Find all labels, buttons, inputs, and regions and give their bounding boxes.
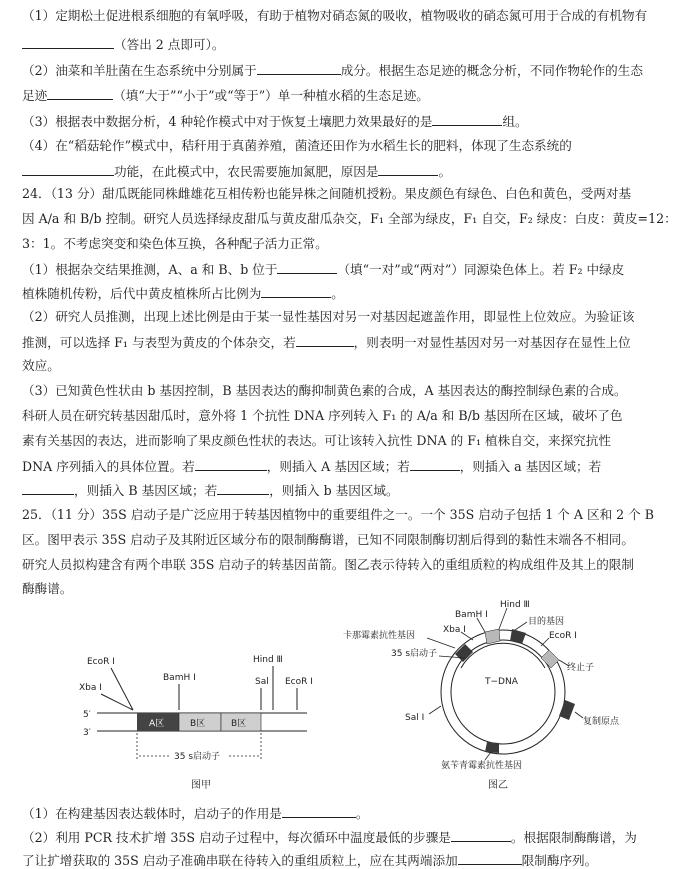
answer-blank[interactable] <box>451 829 511 842</box>
region-b1-label: B区 <box>190 719 206 729</box>
text: （填“一对”或“两对”）同源染色体上。若 F₂ 中绿皮 <box>337 262 625 277</box>
q24-3-line <box>22 383 678 399</box>
ori-pointer <box>575 712 583 718</box>
ori-block <box>559 700 575 720</box>
q24-3-line3 <box>22 433 678 449</box>
q24-3-line2 <box>22 408 678 424</box>
answer-blank[interactable] <box>217 482 269 495</box>
text: 因 A/a 和 B/b 控制。研究人员选择绿皮甜瓜与黄皮甜瓜杂交，F₁ 全部为绿皮，F₁ 自交，F₂ 绿皮：白皮：黄皮=12： <box>22 211 677 226</box>
text: 推测，可以选择 F₁ 与表型为黄皮的个体杂交，若 <box>22 335 296 350</box>
q23-4-line2 <box>22 163 678 180</box>
text: （2）油菜和羊肚菌在生态系统中分别属于 <box>22 63 257 78</box>
figure-b <box>343 600 620 791</box>
q25-stem4 <box>22 581 678 597</box>
answer-blank[interactable] <box>257 62 341 75</box>
text: 24．（13 分）甜瓜既能同株雌雄花互相传粉也能异株之间随机授粉。果皮颜色有绿色、白色和黄色，受两对基 <box>22 186 632 201</box>
q25-stem <box>22 507 678 523</box>
text: 成分。根据生态足迹的概念分析，不同作物轮作的生态 <box>340 63 643 78</box>
text: （2）利用 PCR 技术扩增 35S 启动子过程中，每次循环中温度最低的步骤是 <box>22 830 451 845</box>
text: （填“大于”“小于”或“等于”）单一种植水稻的生态足迹。 <box>113 88 429 103</box>
q23-3-line <box>22 113 678 130</box>
answer-blank[interactable] <box>195 458 267 471</box>
tdna-arc <box>461 643 545 668</box>
text: （4）在“稻菇轮作”模式中，秸秆用于真菌养殖，菌渣还田作为水稻生长的肥料，体现了生态系统的 <box>22 138 572 153</box>
text: 了让扩增获取的 35S 启动子准确串联在待转入的重组质粒上，应在其两端添加 <box>22 853 458 868</box>
label-sal1: Sal Ⅰ <box>255 677 275 687</box>
promoter-block <box>510 629 526 644</box>
answer-blank[interactable] <box>458 852 522 865</box>
text: 科研人员在研究转基因甜瓜时，意外将 1 个抗性 DNA 序列转入 F₁ 的 A/a 和 B/b 基因所在区域，破坏了色 <box>22 408 623 423</box>
q23-2-line <box>22 62 678 79</box>
text: 素有关基因的表达，进而影响了果皮颜色性状的表达。可让该转入抗性 DNA 的 F₁ 植株自交，来探究抗性 <box>22 433 611 448</box>
plasmid-outer-ring <box>441 630 565 754</box>
q25-1-line <box>22 805 678 822</box>
answer-blank[interactable] <box>47 87 113 100</box>
q23-2-line2 <box>22 87 678 104</box>
q24-3-line5 <box>22 482 678 499</box>
text: 效应。 <box>22 358 60 373</box>
answer-blank[interactable] <box>378 163 438 176</box>
target-gene-block <box>485 629 500 644</box>
q25-2-line <box>22 829 678 846</box>
text: （答出 2 点即可）。 <box>114 37 225 52</box>
amp-block <box>485 742 499 753</box>
answer-blank[interactable] <box>22 482 74 495</box>
region-a-label: A区 <box>149 719 165 729</box>
answer-blank[interactable] <box>296 334 354 347</box>
q25-2-line2 <box>22 852 678 869</box>
answer-blank[interactable] <box>282 805 356 818</box>
q24-2-line3 <box>22 358 678 374</box>
label-bamh1: BamH Ⅰ <box>163 673 196 683</box>
hind-pointer <box>499 608 507 629</box>
q23-1-line <box>22 8 678 24</box>
text: ，则插入 B 基因区域；若 <box>74 483 218 498</box>
text: 。 <box>438 164 452 179</box>
text: 25．（11 分）35S 启动子是广泛应用于转基因植物中的重要组件之一。一个 35S 启动子包括 1 个 A 区和 2 个 B <box>22 507 655 522</box>
figure-a <box>79 655 313 791</box>
q23-1-line2 <box>22 36 678 53</box>
text: ，则插入 b 基因区域。 <box>269 483 399 498</box>
text: 研究人员拟构建含有两个串联 35S 启动子的转基因苗箭。图乙表示待转入的重组质粒的构成组件及其上的限制 <box>22 557 634 572</box>
text: 3：1。不考虑突变和染色体互换，各种配子活力正常。 <box>22 236 328 251</box>
bamh-pointer <box>477 618 485 632</box>
q24-stem3 <box>22 236 678 252</box>
text: ，则表明一对显性基因对另一对基因存在显性上位 <box>353 335 631 350</box>
label-xba1: Xba Ⅰ <box>79 683 102 693</box>
text: （1）在构建基因表达载体时，启动子的作用是 <box>22 806 282 821</box>
q24-2-line2 <box>22 334 678 351</box>
text: 限制酶序列。 <box>521 853 598 868</box>
text: 。根据限制酶酶谱，为 <box>510 830 637 845</box>
answer-blank[interactable] <box>22 36 114 49</box>
label-kan: 卡那霉素抗性基因 <box>343 631 416 641</box>
answer-blank[interactable] <box>432 113 502 126</box>
text: （2）研究人员推测，出现上述比例是由于某一显性基因对另一对基因起遮盖作用，即显性上位效应。为验证该 <box>22 309 635 324</box>
text: 足迹 <box>22 88 48 103</box>
amp-pointer <box>485 752 491 760</box>
text: （1）定期松土促进根系细胞的有氧呼吸，有助于植物对硝态氮的吸收，植物吸收的硝态氮可用于合成的有机物有 <box>22 8 648 23</box>
text: 植株随机传粉，后代中黄皮植株所占比例为 <box>22 286 262 301</box>
figure-b-caption: 图乙 <box>488 780 508 791</box>
text: 。 <box>355 806 369 821</box>
q25-stem2 <box>22 532 678 548</box>
q24-1-line <box>22 261 678 278</box>
region-b2-label: B区 <box>231 719 247 729</box>
text: 酶酶谱。 <box>22 581 73 596</box>
tdna-label: T−DNA <box>485 677 518 687</box>
label-terminator: 终止子 <box>567 663 595 673</box>
kan-block <box>455 644 473 662</box>
label-ecor-b: EcoR Ⅰ <box>549 631 577 641</box>
text: （3）根据表中数据分析，4 种轮作模式中对于恢复土壤肥力效果最好的是 <box>22 114 433 129</box>
q24-3-line4 <box>22 458 678 475</box>
figures-svg <box>75 600 645 796</box>
label-ecor1-a: EcoR Ⅰ <box>87 657 115 667</box>
label-xba-b: Xba Ⅰ <box>443 625 466 635</box>
label-ori: 复制原点 <box>583 717 620 727</box>
answer-blank[interactable] <box>277 261 337 274</box>
text: DNA 序列插入的具体位置。若 <box>22 459 195 474</box>
q24-2-line <box>22 309 678 325</box>
label-bamh-b: BamH Ⅰ <box>455 610 488 620</box>
target-pointer <box>515 622 527 630</box>
text: 区。图甲表示 35S 启动子及其附近区域分布的限制酶酶谱，已知不同限制酶切割后得到的黏性末端各不相同。 <box>22 532 634 547</box>
figures <box>75 600 645 796</box>
label-sal-b: Sal Ⅰ <box>405 713 425 723</box>
q24-1-line2 <box>22 285 678 302</box>
label-amp: 氨苄青霉素抗性基因 <box>441 761 523 771</box>
q25-stem3 <box>22 557 678 573</box>
answer-blank[interactable] <box>261 285 331 298</box>
strand-3: 3′ <box>83 728 91 738</box>
label-hind-b: Hind Ⅲ <box>500 600 530 610</box>
kan-pointer <box>427 638 455 648</box>
text: 。 <box>331 286 344 301</box>
label-target-gene: 目的基因 <box>528 617 565 627</box>
label-promoter-b: 35 s启动子 <box>391 649 438 659</box>
site-line <box>111 668 133 710</box>
strand-5: 5′ <box>83 710 91 720</box>
q23-4-line <box>22 138 678 154</box>
label-ecor1-b: EcoR Ⅰ <box>285 677 313 687</box>
text: （3）已知黄色性状由 b 基因控制，B 基因表达的酶抑制黄色素的合成，A 基因表达的酶控制绿色素的合成。 <box>22 383 627 398</box>
q24-stem2 <box>22 211 678 227</box>
text: ，则插入 A 基因区域；若 <box>266 459 410 474</box>
label-hind3: Hind Ⅲ <box>253 655 283 665</box>
text: 功能，在此模式中，农民需要施加氮肥，原因是 <box>114 164 379 179</box>
q24-stem <box>22 186 678 202</box>
figure-a-caption: 图甲 <box>191 780 211 791</box>
ecor-pointer <box>541 638 549 646</box>
sal-pointer <box>429 706 441 714</box>
span-label: 35 s启动子 <box>174 752 221 762</box>
answer-blank[interactable] <box>22 163 114 176</box>
site-line <box>101 694 133 710</box>
text: 组。 <box>502 114 528 129</box>
text: （1）根据杂交结果推测，A、a 和 B、b 位于 <box>22 262 278 277</box>
text: ，则插入 a 基因区域；若 <box>459 459 602 474</box>
answer-blank[interactable] <box>410 458 460 471</box>
